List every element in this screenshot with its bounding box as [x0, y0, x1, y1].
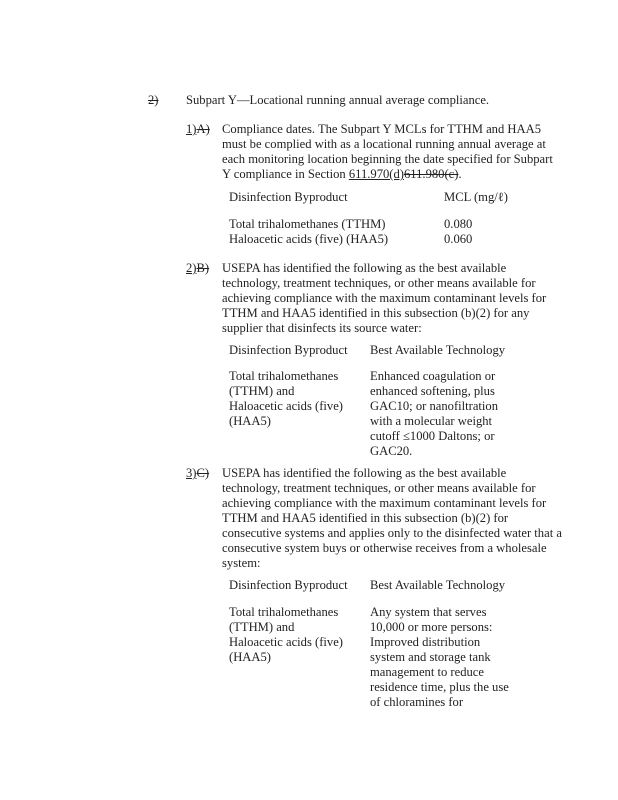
item2-table-col2 [370, 369, 498, 459]
item2-paragraph [222, 261, 546, 336]
item3-line: TTHM and HAA5 identified in this subsection (b)(2) for [222, 511, 509, 525]
table-row-value: 0.060 [444, 232, 473, 246]
item2-number-new: 2) [186, 261, 197, 275]
item3-number-old: C) [196, 466, 210, 480]
item2-line: technology, treatment techniques, or other means available for [222, 276, 536, 290]
item2-number-old: B) [196, 261, 210, 275]
item1-table-col2-header: MCL (mg/ℓ) [444, 190, 508, 204]
item3-line: achieving compliance with the maximum contaminant levels for [222, 496, 547, 510]
item1-line: must be complied with as a locational running annual average at [222, 137, 546, 151]
item3-table-col2-header: Best Available Technology [370, 578, 506, 592]
item3-line: system: [222, 556, 261, 570]
table-cell-line: Total trihalomethanes [229, 605, 339, 619]
item2-number [186, 261, 209, 276]
item3-line: consecutive systems and applies only to the disinfected water that a [222, 526, 562, 540]
item2-table-col1-header: Disinfection Byproduct [229, 343, 348, 357]
item1-number-new: 1) [186, 122, 197, 136]
table-cell-line: Enhanced coagulation or [370, 369, 496, 383]
table-cell-line: residence time, plus the use [370, 680, 509, 694]
item1-ref-new: 611.970(d) [348, 167, 404, 181]
table-cell-line: system and storage tank [370, 650, 491, 664]
table-cell-line: Haloacetic acids (five) [229, 635, 343, 649]
table-cell-line: (TTHM) and [229, 384, 295, 398]
item2-line: supplier that disinfects its source water: [222, 321, 422, 335]
table-row-value: 0.080 [444, 217, 473, 231]
table-cell-line: (HAA5) [229, 650, 271, 664]
table-cell-line: enhanced softening, plus [370, 384, 495, 398]
table-cell-line: (TTHM) and [229, 620, 295, 634]
table-cell-line: of chloramines for [370, 695, 464, 709]
table-cell-line: (HAA5) [229, 414, 271, 428]
table-row-name: Total trihalomethanes (TTHM) [229, 217, 386, 231]
table-cell-line: GAC20. [370, 444, 413, 458]
item1-last-prefix: Y compliance in Section [222, 167, 349, 181]
item1-line: each monitoring location beginning the date specified for Subpart [222, 152, 553, 166]
table-cell-line: GAC10; or nanofiltration [370, 399, 499, 413]
table-cell-line: management to reduce [370, 665, 484, 679]
item3-table-col1-header: Disinfection Byproduct [229, 578, 348, 592]
table-cell-line: Improved distribution [370, 635, 481, 649]
item1-last-suffix: . [458, 167, 462, 181]
item3-paragraph [222, 466, 562, 571]
item3-line: technology, treatment techniques, or other means available for [222, 481, 536, 495]
item2-table-col2-header: Best Available Technology [370, 343, 506, 357]
item3-number-new: 3) [186, 466, 197, 480]
item1-number-old: A) [196, 122, 210, 136]
item3-line: consecutive system buys or otherwise receives from a wholesale [222, 541, 547, 555]
item3-line: USEPA has identified the following as the best available [222, 466, 507, 480]
item2-table-col1 [229, 369, 343, 429]
table-cell-line: with a molecular weight [370, 414, 493, 428]
item2-line: USEPA has identified the following as the best available [222, 261, 507, 275]
item3-table-col2 [370, 605, 509, 710]
item1-line-last [222, 167, 553, 182]
item1-number [186, 122, 210, 137]
table-cell-line: Total trihalomethanes [229, 369, 339, 383]
table-cell-line: cutoff ≤1000 Daltons; or [370, 429, 495, 443]
item3-table-col1 [229, 605, 343, 665]
table-cell-line: Any system that serves [370, 605, 487, 619]
item2-line: achieving compliance with the maximum contaminant levels for [222, 291, 547, 305]
item2-line: TTHM and HAA5 identified in this subsection (b)(2) for any [222, 306, 530, 320]
item3-number [186, 466, 209, 481]
table-row-name: Haloacetic acids (five) (HAA5) [229, 232, 389, 246]
table-cell-line: Haloacetic acids (five) [229, 399, 343, 413]
heading-number-deleted: 2) [148, 93, 159, 107]
table-cell-line: 10,000 or more persons: [370, 620, 493, 634]
item1-paragraph [222, 122, 553, 182]
item1-ref-old: 611.980(c) [404, 167, 459, 181]
item1-line: Compliance dates. The Subpart Y MCLs for TTHM and HAA5 [222, 122, 541, 136]
item1-table-col1-header: Disinfection Byproduct [229, 190, 348, 204]
section-heading: Subpart Y—Locational running annual average compliance. [186, 93, 490, 107]
